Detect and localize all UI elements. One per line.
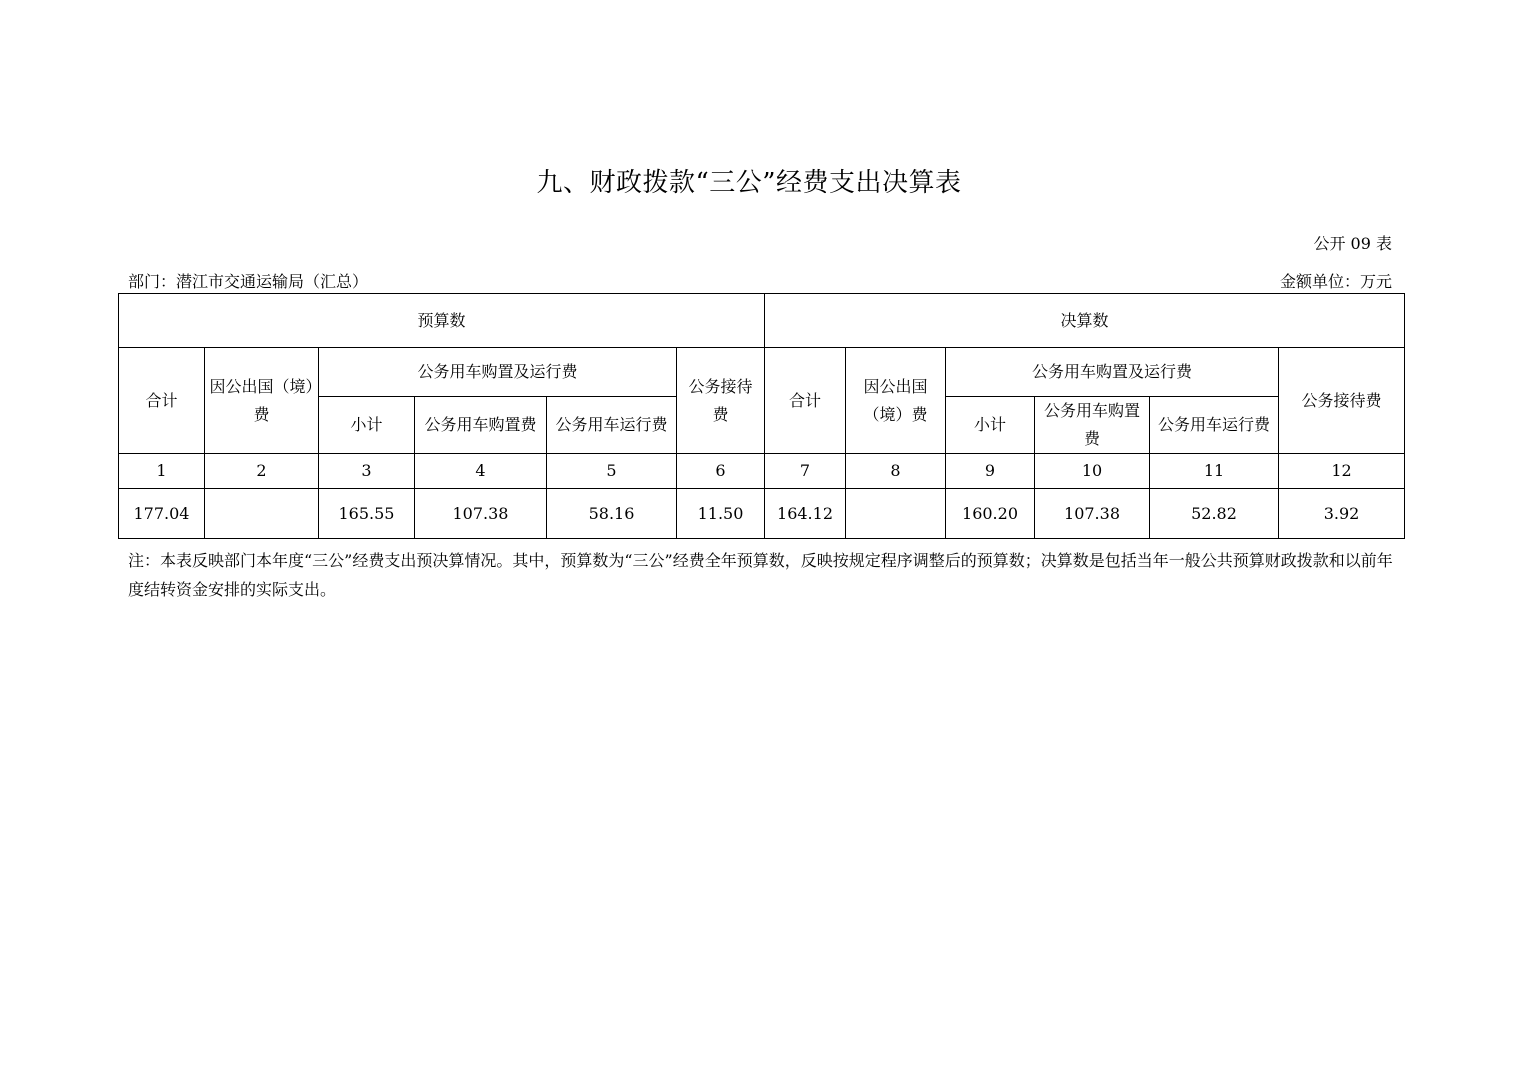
column-number: 6 xyxy=(677,454,765,489)
page-title: 九、财政拨款“三公”经费支出决算表 xyxy=(536,168,962,198)
column-number: 4 xyxy=(415,454,547,489)
column-number: 10 xyxy=(1035,454,1150,489)
column-number: 11 xyxy=(1150,454,1279,489)
budget-reception-header: 公务接待费 xyxy=(677,348,765,454)
budget-abroad-header: 因公出国（境）费 xyxy=(205,348,319,454)
final-vehicle-operation-value: 52.82 xyxy=(1150,489,1279,539)
header-row-categories xyxy=(119,348,1405,397)
budget-subtotal-header: 小计 xyxy=(319,397,415,454)
amount-unit-label: 金额单位：万元 xyxy=(1279,272,1392,291)
column-number: 3 xyxy=(319,454,415,489)
column-number: 9 xyxy=(946,454,1035,489)
final-total-header: 合计 xyxy=(765,348,846,454)
budget-group-header: 预算数 xyxy=(119,294,765,348)
three-public-expenses-table xyxy=(118,293,1405,539)
budget-total-value: 177.04 xyxy=(119,489,205,539)
value-row xyxy=(119,489,1405,539)
column-number: 1 xyxy=(119,454,205,489)
column-number: 7 xyxy=(765,454,846,489)
budget-vehicle-operation-header: 公务用车运行费 xyxy=(547,397,677,454)
final-vehicle-purchase-value: 107.38 xyxy=(1035,489,1150,539)
table-footnote: 注：本表反映部门本年度“三公”经费支出预决算情况。其中，预算数为“三公”经费全年预算数，反映按规定程序调整后的预算数；决算数是包括当年一般公共预算财政拨款和以前年度结转资金安排的实际支出。 xyxy=(128,551,1393,599)
budget-subtotal-value: 165.55 xyxy=(319,489,415,539)
form-code: 公开 09 表 xyxy=(1313,234,1392,253)
final-subtotal-header: 小计 xyxy=(946,397,1035,454)
final-vehicle-operation-header: 公务用车运行费 xyxy=(1150,397,1279,454)
budget-total-header: 合计 xyxy=(119,348,205,454)
budget-reception-value: 11.50 xyxy=(677,489,765,539)
department-label: 部门：潜江市交通运输局（汇总） xyxy=(128,272,369,291)
final-vehicle-purchase-header: 公务用车购置费 xyxy=(1035,397,1150,454)
column-number: 12 xyxy=(1279,454,1405,489)
column-number: 5 xyxy=(547,454,677,489)
column-number: 2 xyxy=(205,454,319,489)
final-group-header: 决算数 xyxy=(765,294,1405,348)
final-reception-value: 3.92 xyxy=(1279,489,1405,539)
final-subtotal-value: 160.20 xyxy=(946,489,1035,539)
header-row-groups xyxy=(119,294,1405,348)
budget-vehicle-purchase-header: 公务用车购置费 xyxy=(415,397,547,454)
budget-vehicle-operation-value: 58.16 xyxy=(547,489,677,539)
budget-abroad-value xyxy=(205,489,319,539)
final-vehicle-group-header: 公务用车购置及运行费 xyxy=(946,348,1279,397)
budget-vehicle-purchase-value: 107.38 xyxy=(415,489,547,539)
column-number-row xyxy=(119,454,1405,489)
final-total-value: 164.12 xyxy=(765,489,846,539)
final-abroad-value xyxy=(846,489,946,539)
column-number: 8 xyxy=(846,454,946,489)
final-abroad-header: 因公出国（境）费 xyxy=(846,348,946,454)
budget-vehicle-group-header: 公务用车购置及运行费 xyxy=(319,348,677,397)
final-reception-header: 公务接待费 xyxy=(1279,348,1405,454)
